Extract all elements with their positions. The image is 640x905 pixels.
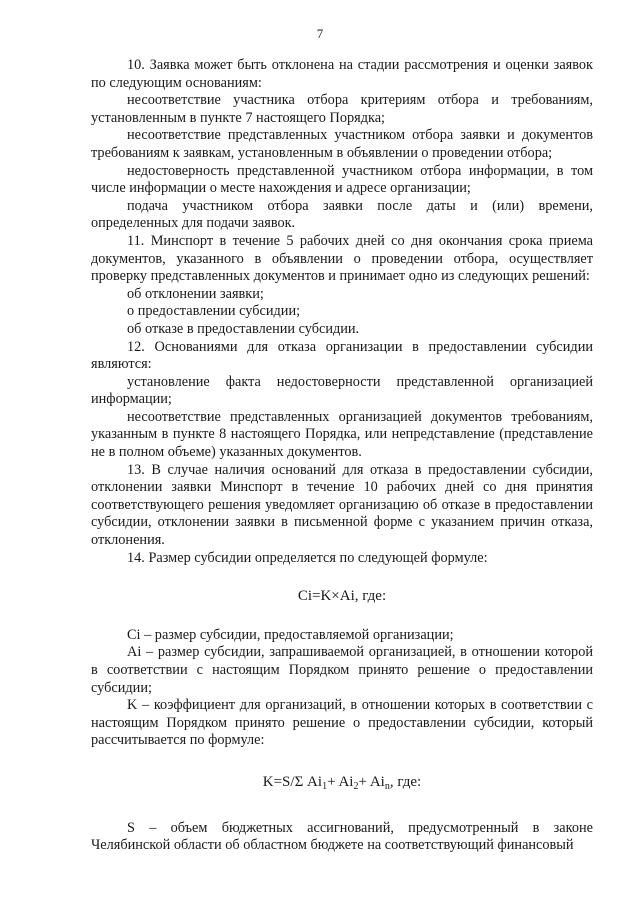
definition-ai: Ai – размер субсидии, запрашиваемой организацией, в отношении которой в соответствии с настоящим Порядком принято решение о предоставлении субсидии;	[91, 644, 593, 696]
paragraph-14: 14. Размер субсидии определяется по следующей формуле:	[127, 549, 488, 566]
coefficient-formula-tail: , где:	[389, 773, 422, 790]
paragraph-10: 10. Заявка может быть отклонена на стадии рассмотрения и оценки заявок по следующим основаниям:	[91, 57, 593, 91]
paragraph-11-option-3: об отказе в предоставлении субсидии.	[127, 320, 360, 337]
coefficient-formula-sub-1: 1	[322, 780, 328, 792]
coefficient-formula-mid-1: + Ai	[327, 773, 354, 790]
document-body	[91, 57, 593, 855]
page-number: 7	[316, 26, 324, 41]
subsidy-formula: Ci=K×Ai, где:	[297, 588, 387, 605]
paragraph-10-item-1: несоответствие участника отбора критериям отбора и требованиям, установленным в пункте 7 настоящего Порядка;	[91, 92, 593, 126]
paragraph-10-item-4: подача участником отбора заявки после даты и (или) времени, определенных для подачи заявок.	[91, 197, 593, 232]
definition-ci: Ci – размер субсидии, предоставляемой организации;	[127, 626, 454, 643]
definition-k: K – коэффициент для организаций, в отношении которых в соответствии с настоящим Порядком принято решение о предоставлении субсидии, который рассчитывается по формуле:	[91, 697, 593, 749]
paragraph-11: 11. Минспорт в течение 5 рабочих дней со дня окончания срока приема документов, указанного в объявлении о проведении отбора, осуществляет проверку представленных документов и принимает одно из следующих решений:	[91, 232, 593, 285]
coefficient-formula-sub-n: n	[384, 780, 390, 792]
paragraph-13: 13. В случае наличия оснований для отказа в предоставлении субсидии, отклонении заявки Минспорт в течение 10 рабочих дней со дня принятия соответствующего решения уведомляет организацию об отказе в предоставлении субсидии, отклонении заявки в письменной форме с указанием причин отказа, отклонения.	[91, 461, 593, 549]
coefficient-formula-lead: K=S/Σ Ai	[262, 773, 323, 790]
definition-s: S – объем бюджетных ассигнований, предусмотренный в законе Челябинской области об областном бюджете на соответствующий финансовый	[91, 819, 593, 854]
coefficient-formula-mid-2: + Ai	[358, 773, 385, 790]
paragraph-10-item-3: недостоверность представленной участником отбора информации, в том числе информации о месте нахождения и адресе организации;	[91, 162, 593, 197]
coefficient-formula	[91, 774, 593, 796]
paragraph-11-option-1: об отклонении заявки;	[127, 285, 264, 302]
paragraph-12-item-2: несоответствие представленных организацией документов требованиям, указанным в пункте 8 настоящего Порядка, или непредставление (представление не в полном объеме) указанных документов.	[91, 408, 593, 461]
paragraph-12-item-1: установление факта недостоверности представленной организацией информации;	[91, 373, 593, 408]
paragraph-10-item-2: несоответствие представленных участником отбора заявки и документов требованиям к заявкам, установленным в объявлении о проведении отбора;	[91, 127, 593, 161]
coefficient-formula-sub-2: 2	[353, 780, 359, 792]
paragraph-12: 12. Основаниями для отказа организации в предоставлении субсидии являются:	[91, 338, 593, 373]
paragraph-11-option-2: о предоставлении субсидии;	[127, 303, 301, 320]
